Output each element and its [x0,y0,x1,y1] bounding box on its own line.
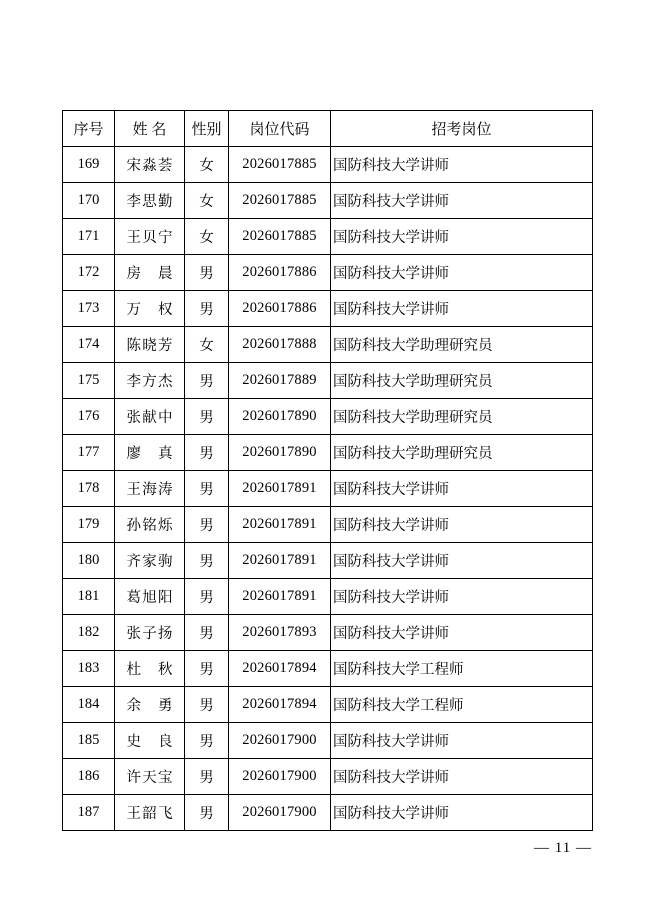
cell-name [115,291,185,327]
table-row [63,795,593,831]
cell-seq: 183 [63,651,115,687]
cell-code: 2026017891 [229,471,331,507]
cell-code: 2026017890 [229,435,331,471]
cell-name [115,687,185,723]
cell-code: 2026017886 [229,255,331,291]
cell-post: 国防科技大学工程师 [331,687,593,723]
cell-seq: 173 [63,291,115,327]
cell-gender: 男 [185,579,229,615]
column-header-seq: 序号 [63,111,115,147]
cell-post: 国防科技大学讲师 [331,579,593,615]
page-number: — 11 — [534,840,592,856]
cell-name-text: 房 晨 [126,266,173,282]
cell-post: 国防科技大学讲师 [331,543,593,579]
table-row [63,435,593,471]
cell-code: 2026017888 [229,327,331,363]
cell-seq: 174 [63,327,115,363]
cell-name-text: 许天宝 [126,770,173,786]
cell-name-text: 李方杰 [126,374,173,390]
cell-seq: 171 [63,219,115,255]
cell-name [115,579,185,615]
candidate-roster-table [62,110,593,831]
cell-seq: 184 [63,687,115,723]
cell-code: 2026017885 [229,147,331,183]
table-row [63,579,593,615]
cell-post: 国防科技大学讲师 [331,759,593,795]
table-row [63,363,593,399]
cell-gender: 男 [185,759,229,795]
cell-name [115,219,185,255]
cell-post: 国防科技大学讲师 [331,183,593,219]
cell-post: 国防科技大学助理研究员 [331,435,593,471]
cell-seq: 169 [63,147,115,183]
cell-name [115,363,185,399]
cell-gender: 男 [185,795,229,831]
cell-code: 2026017891 [229,543,331,579]
cell-gender: 女 [185,327,229,363]
cell-post: 国防科技大学讲师 [331,471,593,507]
cell-gender: 男 [185,471,229,507]
cell-seq: 185 [63,723,115,759]
cell-post: 国防科技大学助理研究员 [331,327,593,363]
cell-name [115,759,185,795]
cell-gender: 女 [185,219,229,255]
table-row [63,687,593,723]
cell-name [115,435,185,471]
cell-name [115,399,185,435]
cell-gender: 男 [185,615,229,651]
cell-seq: 187 [63,795,115,831]
cell-name [115,543,185,579]
cell-name-text: 葛旭阳 [126,590,173,606]
cell-code: 2026017894 [229,687,331,723]
cell-name-text: 孙铭烁 [126,518,173,534]
cell-seq: 177 [63,435,115,471]
cell-code: 2026017894 [229,651,331,687]
cell-name-text: 陈晓芳 [126,338,173,354]
cell-name-text: 李思勤 [126,194,173,210]
cell-post: 国防科技大学讲师 [331,291,593,327]
cell-gender: 女 [185,183,229,219]
cell-post: 国防科技大学讲师 [331,507,593,543]
cell-name-text: 齐家驹 [126,554,173,570]
column-header-gender: 性别 [185,111,229,147]
cell-post: 国防科技大学助理研究员 [331,399,593,435]
cell-name-text: 杜 秋 [126,662,173,678]
cell-seq: 179 [63,507,115,543]
cell-gender: 男 [185,291,229,327]
cell-name-text: 廖 真 [126,446,173,462]
cell-code: 2026017891 [229,507,331,543]
table-body [63,147,593,831]
table-row [63,291,593,327]
cell-seq: 175 [63,363,115,399]
cell-post: 国防科技大学工程师 [331,651,593,687]
cell-code: 2026017900 [229,795,331,831]
cell-code: 2026017891 [229,579,331,615]
column-header-name: 姓 名 [115,111,185,147]
cell-name [115,183,185,219]
table-row [63,471,593,507]
cell-name-text: 王贝宁 [126,230,173,246]
column-header-post: 招考岗位 [331,111,593,147]
column-header-code: 岗位代码 [229,111,331,147]
cell-name [115,147,185,183]
cell-code: 2026017885 [229,219,331,255]
table-row [63,651,593,687]
table-row [63,255,593,291]
table-header-row [63,111,593,147]
cell-name-text: 余 勇 [126,698,173,714]
cell-name [115,723,185,759]
table-row [63,759,593,795]
cell-name [115,327,185,363]
cell-gender: 男 [185,723,229,759]
cell-code: 2026017886 [229,291,331,327]
cell-seq: 180 [63,543,115,579]
cell-seq: 178 [63,471,115,507]
cell-gender: 男 [185,435,229,471]
cell-post: 国防科技大学助理研究员 [331,363,593,399]
table-row [63,723,593,759]
table-row [63,147,593,183]
cell-code: 2026017889 [229,363,331,399]
cell-post: 国防科技大学讲师 [331,723,593,759]
cell-name-text: 史 良 [126,734,173,750]
cell-name-text: 万 权 [126,302,173,318]
cell-code: 2026017900 [229,759,331,795]
cell-code: 2026017885 [229,183,331,219]
table-header [63,111,593,147]
cell-code: 2026017900 [229,723,331,759]
table-row [63,399,593,435]
cell-code: 2026017893 [229,615,331,651]
table-row [63,507,593,543]
cell-name-text: 宋淼荟 [126,158,173,174]
cell-seq: 181 [63,579,115,615]
cell-gender: 男 [185,507,229,543]
cell-gender: 男 [185,687,229,723]
cell-gender: 男 [185,255,229,291]
cell-name [115,795,185,831]
cell-seq: 182 [63,615,115,651]
cell-name-text: 王海涛 [126,482,173,498]
cell-post: 国防科技大学讲师 [331,255,593,291]
cell-gender: 男 [185,363,229,399]
cell-seq: 186 [63,759,115,795]
cell-post: 国防科技大学讲师 [331,615,593,651]
cell-name [115,507,185,543]
cell-post: 国防科技大学讲师 [331,219,593,255]
cell-code: 2026017890 [229,399,331,435]
cell-seq: 172 [63,255,115,291]
table-row [63,219,593,255]
cell-name [115,255,185,291]
table-row [63,183,593,219]
cell-name [115,651,185,687]
cell-name-text: 张献中 [126,410,173,426]
table-row [63,327,593,363]
cell-seq: 170 [63,183,115,219]
cell-gender: 男 [185,543,229,579]
cell-post: 国防科技大学讲师 [331,795,593,831]
table-row [63,543,593,579]
table-row [63,615,593,651]
cell-gender: 女 [185,147,229,183]
cell-post: 国防科技大学讲师 [331,147,593,183]
cell-gender: 男 [185,651,229,687]
cell-name [115,615,185,651]
cell-name [115,471,185,507]
cell-seq: 176 [63,399,115,435]
cell-gender: 男 [185,399,229,435]
cell-name-text: 王韶飞 [126,806,173,822]
cell-name-text: 张子扬 [126,626,173,642]
